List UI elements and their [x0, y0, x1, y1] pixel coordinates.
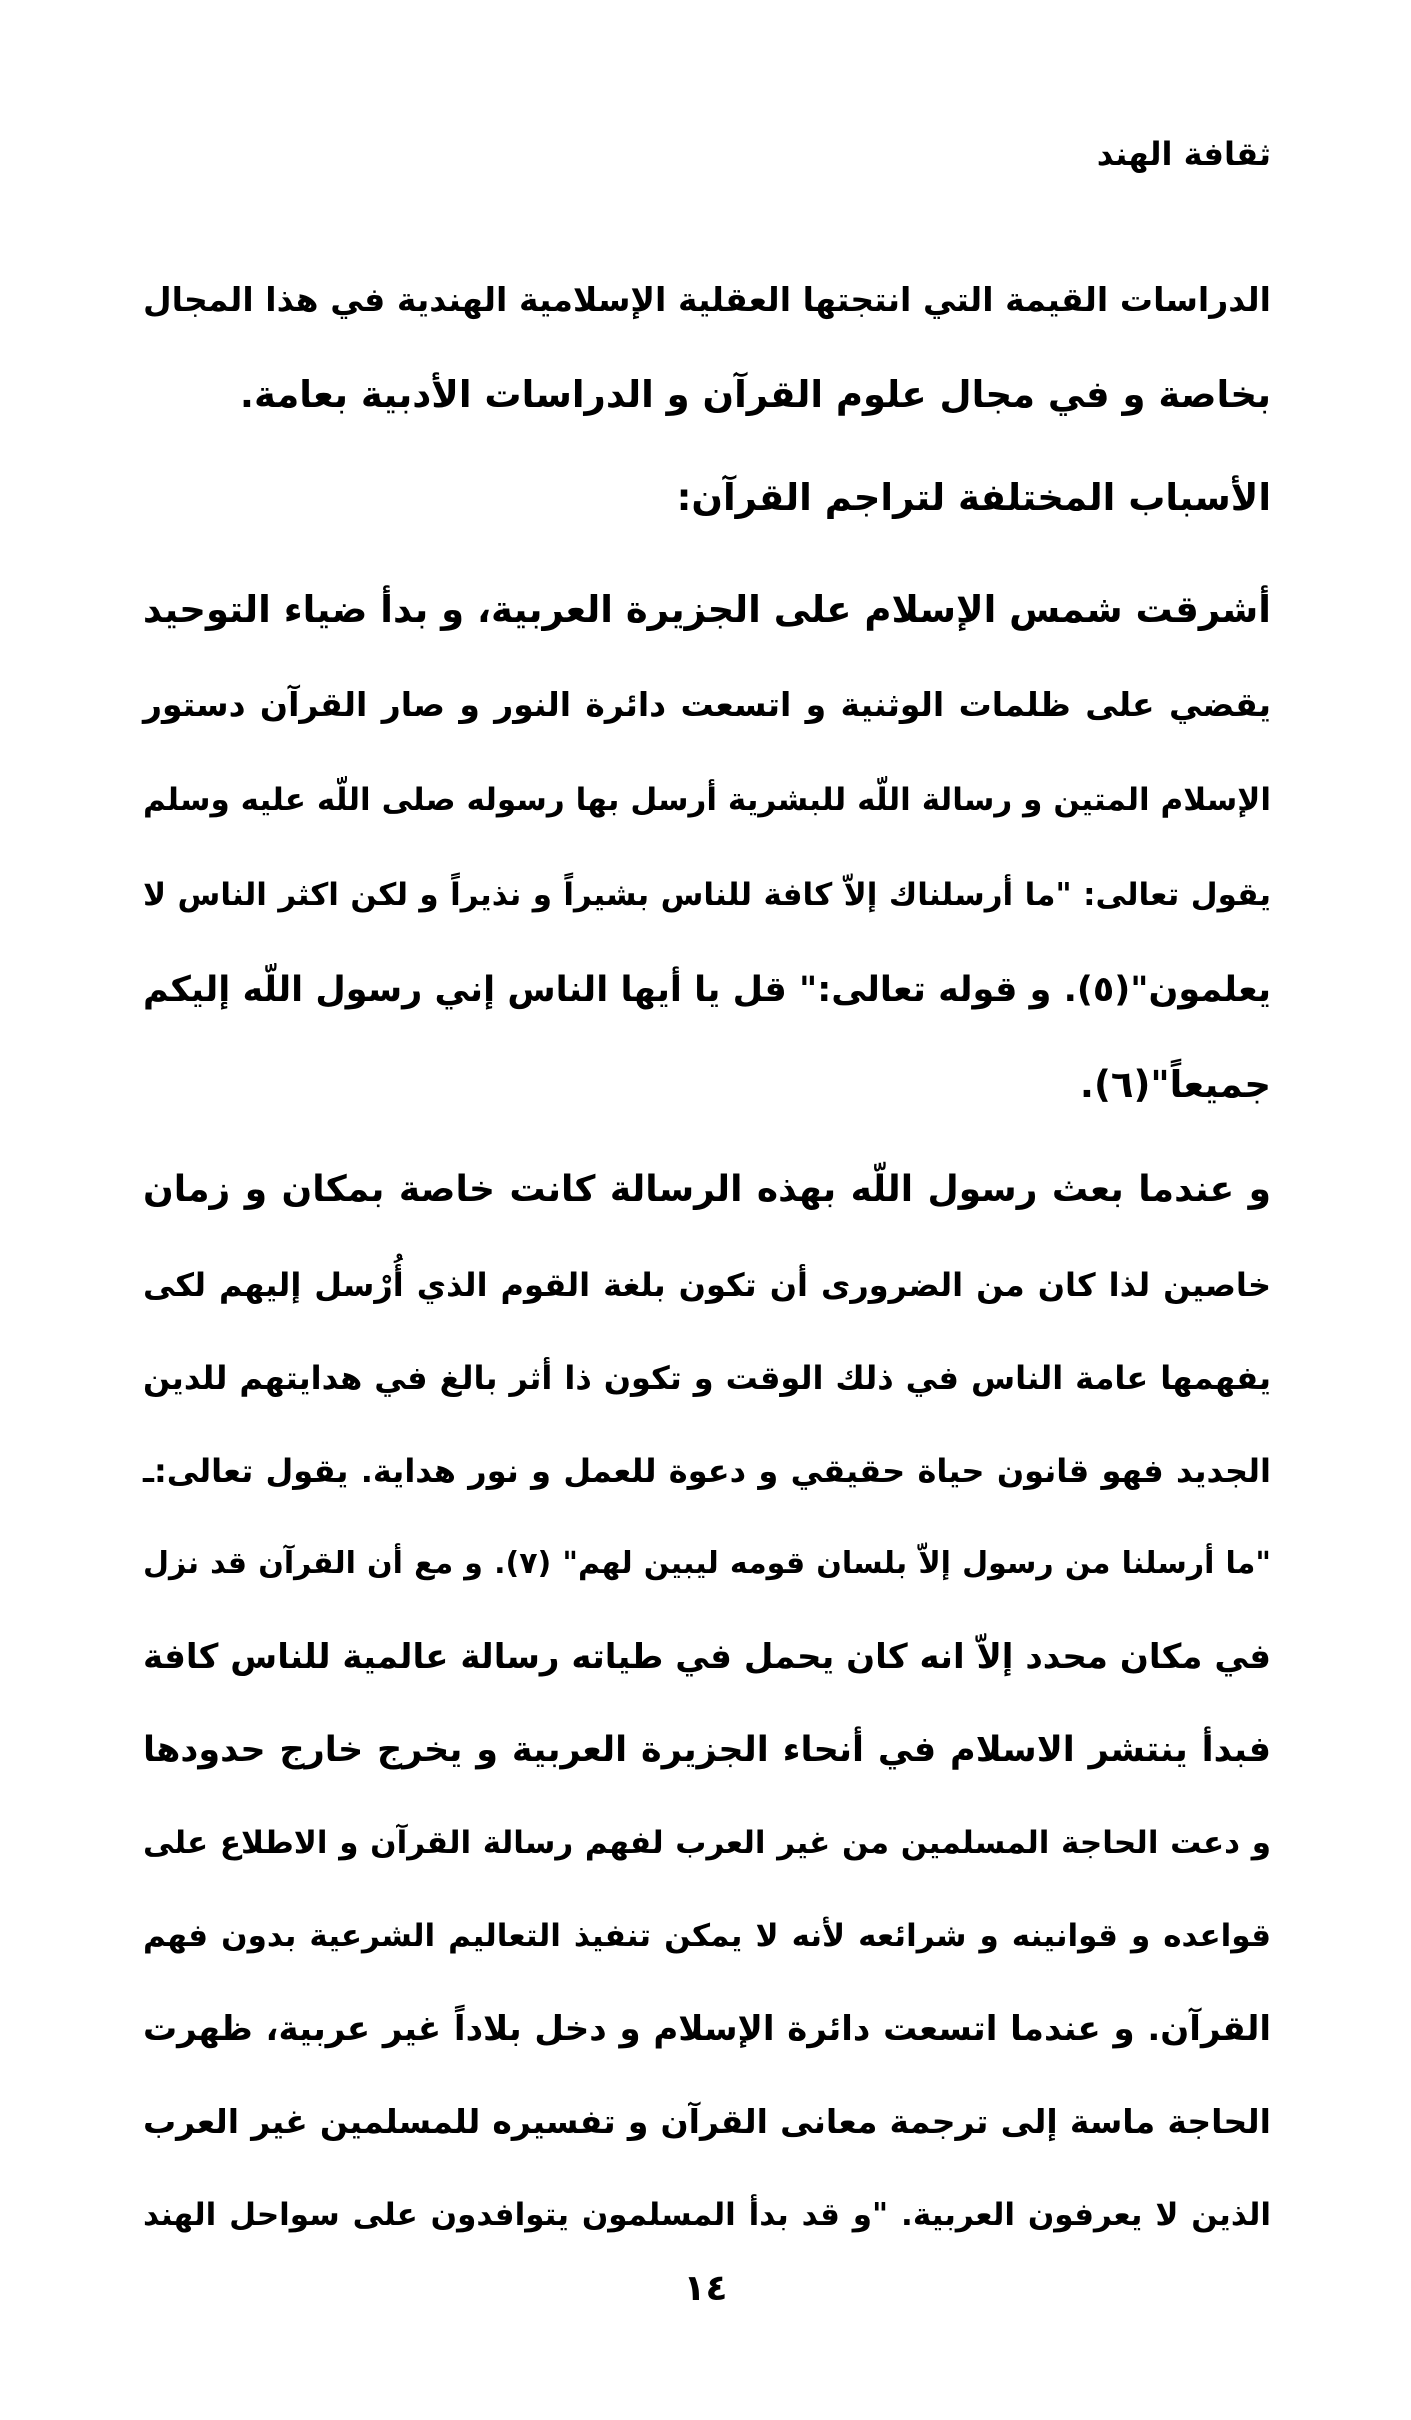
section-heading: الأسباب المختلفة لتراجم القرآن: — [676, 476, 1271, 519]
paragraph-2-line-1: و عندما بعث رسول اللّه بهذه الرسالة كانت خاصة بمكان و زمان — [143, 1169, 1271, 1210]
page-number: ١٤ — [683, 2268, 728, 2309]
paragraph-1-line-3: الإسلام المتين و رسالة اللّه للبشرية أرسل بها رسوله صلى اللّه عليه وسلم — [143, 782, 1271, 818]
paragraph-2-line-7: فبدأ ينتشر الاسلام في أنحاء الجزيرة العربية و يخرج خارج حدودها — [143, 1730, 1271, 1770]
paragraph-1-line-4: يقول تعالى: "ما أرسلناك إلاّ كافة للناس بشيراً و نذيراً و لكن اكثر الناس لا — [143, 877, 1271, 913]
paragraph-1-line-2: يقضي على ظلمات الوثنية و اتسعت دائرة النور و صار القرآن دستور — [143, 685, 1271, 724]
paragraph-2-line-4: الجديد فهو قانون حياة حقيقي و دعوة للعمل و نور هداية. يقول تعالى:ـ — [143, 1452, 1271, 1490]
paragraph-2-line-6: في مكان محدد إلاّ انه كان يحمل في طياته رسالة عالمية للناس كافة — [143, 1637, 1271, 1677]
paragraph-2-line-10: القرآن. و عندما اتسعت دائرة الإسلام و دخل بلاداً غير عربية، ظهرت — [143, 2009, 1271, 2049]
paragraph-2-line-8: و دعت الحاجة المسلمين من غير العرب لفهم رسالة القرآن و الاطلاع على — [143, 1825, 1271, 1861]
intro-line-1: الدراسات القيمة التي انتجتها العقلية الإسلامية الهندية في هذا المجال — [143, 280, 1271, 319]
paragraph-2-line-5: "ما أرسلنا من رسول إلاّ بلسان قومه ليبين لهم" (٧). و مع أن القرآن قد نزل — [143, 1546, 1271, 1581]
paragraph-1-line-5: يعلمون"(٥). و قوله تعالى:" قل يا أيها الناس إني رسول اللّه إليكم — [143, 970, 1271, 1010]
paragraph-1-line-1: أشرقت شمس الإسلام على الجزيرة العربية، و بدأ ضياء التوحيد — [142, 588, 1271, 631]
paragraph-2-line-3: يفهمها عامة الناس في ذلك الوقت و تكون ذا أثر بالغ في هدايتهم للدين — [143, 1359, 1271, 1397]
paragraph-1-line-6: جميعاً"(٦). — [1079, 1063, 1271, 1106]
running-header: ثقافة الهند — [1096, 135, 1271, 173]
paragraph-2-line-2: خاصين لذا كان من الضرورى أن تكون بلغة القوم الذي أُرْسل إليهم لكى — [143, 1266, 1271, 1304]
intro-line-2: بخاصة و في مجال علوم القرآن و الدراسات الأدبية بعامة. — [239, 373, 1271, 416]
paragraph-2-line-12: الذين لا يعرفون العربية. "و قد بدأ المسلمون يتوافدون على سواحل الهند — [143, 2197, 1271, 2233]
paragraph-2-line-11: الحاجة ماسة إلى ترجمة معانى القرآن و تفسيره للمسلمين غير العرب — [143, 2102, 1271, 2141]
paragraph-2-line-9: قواعده و قوانينه و شرائعه لأنه لا يمكن تنفيذ التعاليم الشرعية بدون فهم — [143, 1918, 1271, 1954]
